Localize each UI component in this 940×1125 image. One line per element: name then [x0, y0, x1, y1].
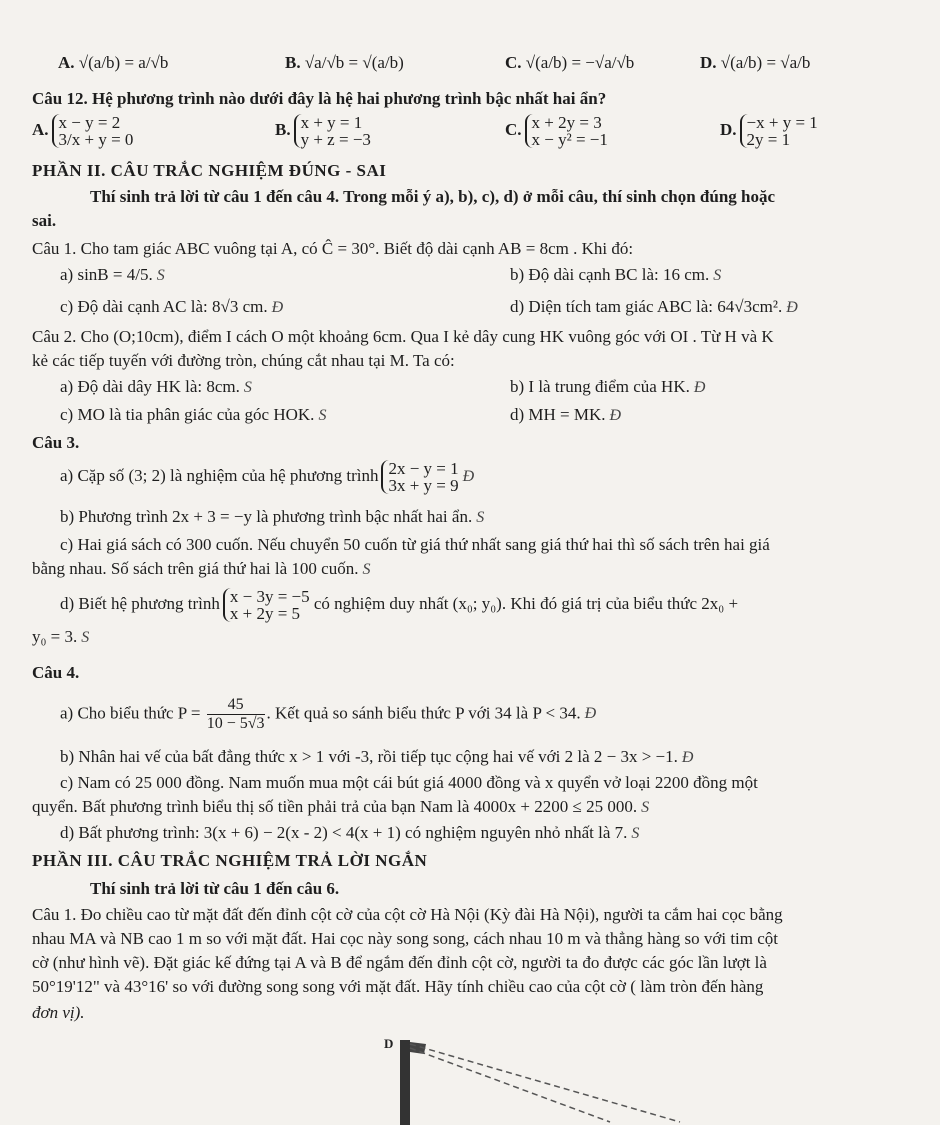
q12-option-a: A. x − y = 2 3/x + y = 0 [32, 113, 134, 149]
option-d-expr: √(a/b) = √a/b [720, 53, 811, 72]
c4-c-mark: S [641, 799, 650, 816]
c4-d-mark: S [631, 825, 640, 842]
c4-b: b) Nhân hai vế của bất đẳng thức x > 1 với -3, rồi tiếp tục cộng hai vế với 2 là 2 − 3x > −1. Đ [60, 747, 694, 766]
c2-c-mark: S [318, 407, 327, 424]
c2-b: b) I là trung điểm của HK. Đ [510, 377, 706, 396]
c1-a-mark: S [156, 267, 165, 284]
c3-title: Câu 3. [32, 433, 80, 452]
c3-d-mark: S [81, 629, 90, 646]
option-c: C. √(a/b) = −√a/√b [505, 53, 635, 72]
option-b: B. √a/√b = √(a/b) [285, 53, 404, 72]
c2-stem-1: Câu 2. Cho (O;10cm), điểm I cách O một khoảng 6cm. Qua I kẻ dây cung HK vuông góc với OI . Từ H và K [32, 327, 774, 346]
c2-d: d) MH = MK. Đ [510, 405, 622, 424]
c3-c-2: bằng nhau. Số sách trên giá thứ hai là 100 cuốn. S [32, 559, 371, 578]
c4-c-2: quyển. Bất phương trình biểu thị số tiền phải trả của bạn Nam là 4000x + 2200 ≤ 25 000. S [32, 797, 650, 816]
part2-heading: PHẦN II. CÂU TRẮC NGHIỆM ĐÚNG - SAI [32, 161, 387, 180]
c1-c: c) Độ dài cạnh AC là: 8√3 cm. Đ [60, 297, 284, 316]
c2-c: c) MO là tia phân giác của góc HOK. S [60, 405, 327, 424]
part3-heading: PHẦN III. CÂU TRẮC NGHIỆM TRẢ LỜI NGẮN [32, 851, 428, 870]
c2-a: a) Độ dài dây HK là: 8cm. S [60, 377, 252, 396]
c1-stem: Câu 1. Cho tam giác ABC vuông tại A, có Ĉ = 30°. Biết độ dài cạnh AB = 8cm . Khi đó: [32, 239, 634, 258]
c4-b-mark: Đ [681, 749, 694, 766]
c3-d-2: y₀ = 3. S [32, 627, 90, 646]
sight-line-1 [410, 1044, 680, 1122]
c2-stem-2: kẻ các tiếp tuyến với đường tròn, chúng cắt nhau tại M. Ta có: [32, 351, 455, 370]
c2-a-mark: S [243, 379, 252, 396]
q12-option-d: D. −x + y = 1 2y = 1 [720, 113, 818, 149]
q12-text: Câu 12. Hệ phương trình nào dưới đây là hệ hai phương trình bậc nhất hai ẩn? [32, 89, 607, 108]
option-b-expr: √a/√b = √(a/b) [304, 53, 404, 72]
flagpole-figure [380, 1030, 700, 1125]
c3-a: a) Cặp số (3; 2) là nghiệm của hệ phương trình 2x − y = 1 3x + y = 9 Đ [60, 459, 475, 495]
c3-c-mark: S [362, 561, 371, 578]
q12-option-b: B. x + y = 1 y + z = −3 [275, 113, 371, 149]
p3-q1-line-2: nhau MA và NB cao 1 m so với mặt đất. Hai cọc này song song, cách nhau 10 m và thẳng hàng so với tim cột [32, 929, 779, 948]
c3-c-1: c) Hai giá sách có 300 cuốn. Nếu chuyển 50 cuốn từ giá thứ nhất sang giá thứ hai thì số sách trên hai giá [60, 535, 770, 554]
part3-intro: Thí sinh trả lời từ câu 1 đến câu 6. [90, 879, 340, 898]
option-d: D. √(a/b) = √a/b [700, 53, 811, 72]
c1-d-mark: Đ [786, 299, 798, 316]
c1-c-mark: Đ [271, 299, 284, 316]
c3-b: b) Phương trình 2x + 3 = −y là phương trình bậc nhất hai ẩn. S [60, 507, 485, 526]
p3-q1-line-1: Câu 1. Đo chiều cao từ mặt đất đến đỉnh cột cờ của cột cờ Hà Nội (Kỳ đài Hà Nội), người ta cắm hai cọc bằng [32, 905, 783, 924]
c1-d: d) Diện tích tam giác ABC là: 64√3cm². Đ [510, 297, 798, 316]
c4-title: Câu 4. [32, 663, 80, 682]
p3-q1-line-3: cờ (như hình vẽ). Đặt giác kế đứng tại A và B để ngắm đến đỉnh cột cờ, người ta đo được các góc lần lượt là [32, 953, 767, 972]
c4-d: d) Bất phương trình: 3(x + 6) − 2(x - 2) < 4(x + 1) có nghiệm nguyên nhỏ nhất là 7. S [60, 823, 640, 842]
option-a-expr: √(a/b) = a/√b [78, 53, 169, 72]
option-a: A. √(a/b) = a/√b [58, 53, 169, 72]
sight-line-2 [410, 1048, 610, 1122]
c1-b: b) Độ dài cạnh BC là: 16 cm. S [510, 265, 722, 284]
flagpole-column [400, 1040, 410, 1125]
part2-intro-1: Thí sinh trả lời từ câu 1 đến câu 4. Trong mỗi ý a), b), c), d) ở mỗi câu, thí sinh chọn đúng hoặc [90, 187, 776, 206]
p3-q1-line-5: đơn vị). [32, 1003, 85, 1022]
c1-b-mark: S [713, 267, 722, 284]
c3-a-mark: Đ [462, 467, 475, 485]
option-c-expr: √(a/b) = −√a/√b [525, 53, 635, 72]
c1-a: a) sinB = 4/5. S [60, 265, 165, 284]
p3-q1-line-4: 50°19'12" và 43°16' so với đường song song với mặt đất. Hãy tính chiều cao của cột cờ ( làm tròn đến hàng [32, 977, 764, 996]
c2-d-mark: Đ [609, 407, 622, 424]
part2-intro-2: sai. [32, 211, 57, 230]
c3-d: d) Biết hệ phương trình x − 3y = −5 x + 2y = 5 có nghiệm duy nhất (x₀; y₀). Khi đó giá trị của biểu thức 2x₀ + [60, 587, 739, 623]
q12-option-c: C. x + 2y = 3 x − y² = −1 [505, 113, 608, 149]
c4-a: a) Cho biểu thức P = $\frac{45}{10 - 5√3}$ . Kết quả so sánh biểu thức P với 34 là P < 34. Đ [60, 696, 597, 732]
c4-c-1: c) Nam có 25 000 đồng. Nam muốn mua một cái bút giá 4000 đồng và x quyển vở loại 2200 đồng một [60, 773, 758, 792]
figure-label-d: D [384, 1036, 394, 1051]
c3-b-mark: S [476, 509, 485, 526]
c4-a-mark: Đ [584, 705, 597, 723]
c2-b-mark: Đ [693, 379, 706, 396]
